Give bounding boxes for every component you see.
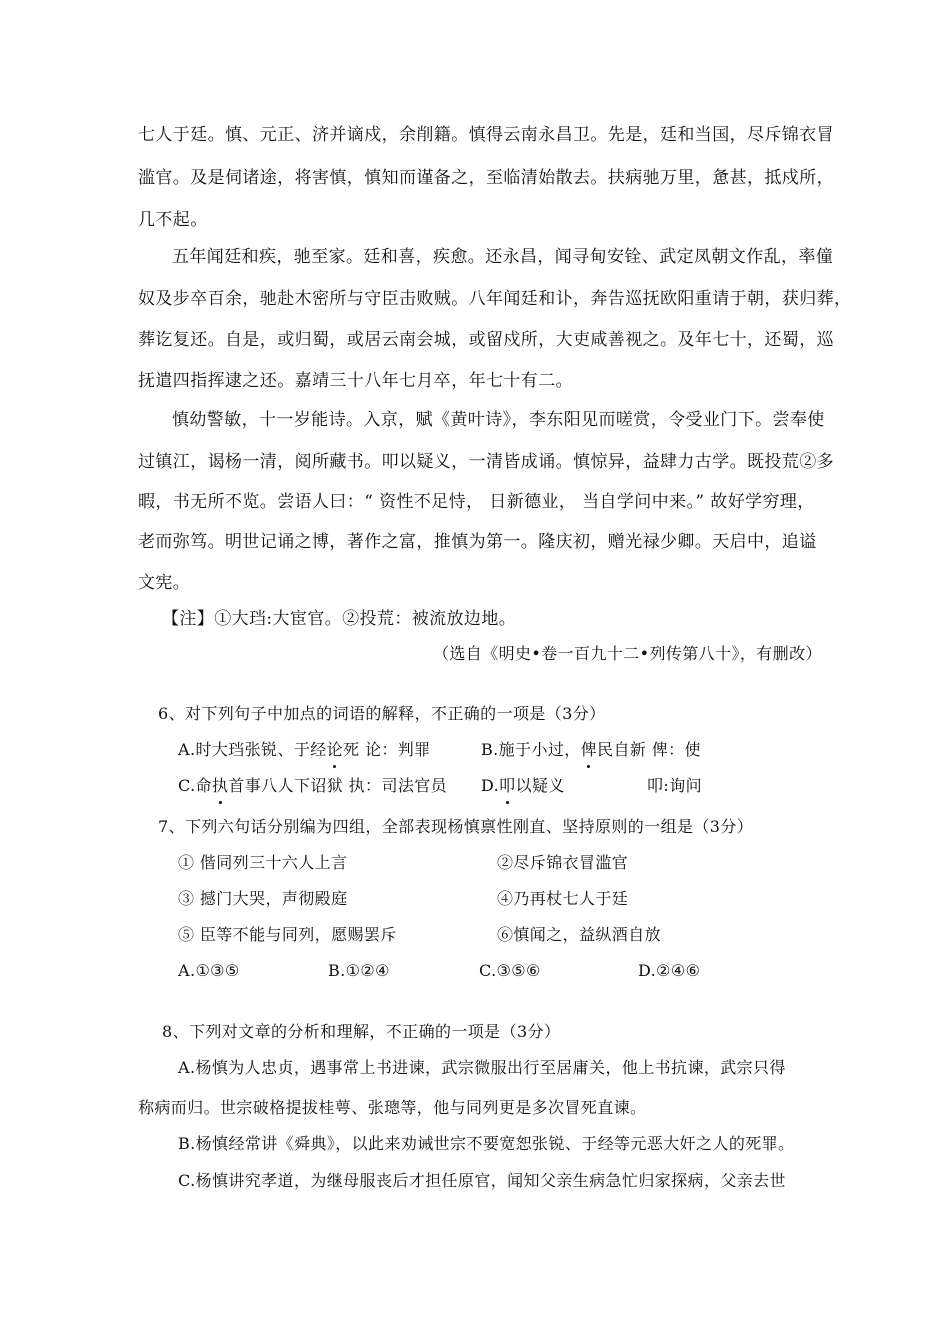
- source-citation: （选自《明史•卷一百九十二•列传第八十》，有删改）: [433, 644, 822, 663]
- question-8-option-c: C.杨慎讲究孝道，为继母服丧后才担任原官，闻知父亲生病急忙归家探病，父亲去世: [178, 1171, 786, 1190]
- footnote: 【注】①大珰:大宦官。②投荒：被流放边地。: [162, 609, 517, 629]
- emphasis-dot-char: 叩: [499, 776, 516, 795]
- question-8-option-b: B.杨慎经常讲《舜典》，以此来劝诫世宗不要宽恕张锐、于经等元恶大奸之人的死罪。: [178, 1134, 795, 1153]
- emphasis-dot-char: 论: [326, 740, 344, 759]
- passage-line: 过镇江，谒杨一清，阅所藏书。叩以疑义，一清皆成诵。慎惊异，益肆力古学。既投荒②多: [138, 452, 834, 472]
- question-6-option-d: D.叩以疑义: [481, 776, 565, 795]
- question-8-stem: 8、下列对文章的分析和理解，不正确的一项是（3分）: [162, 1022, 561, 1041]
- question-7-option: A.①③⑤: [178, 961, 240, 980]
- question-8-option-a-cont: 称病而归。世宗破格提拔桂萼、张璁等，他与同列更是多次冒死直谏。: [138, 1098, 647, 1117]
- question-7-stem: 7、下列六句话分别编为四组，全部表现杨慎禀性刚直、坚持原则的一组是（3分）: [158, 817, 754, 836]
- question-7-item: ⑤ 臣等不能与同列，愿赐罢斥: [178, 925, 397, 944]
- passage-line: 七人于廷。慎、元正、济并谪戍，余削籍。慎得云南永昌卫。先是，廷和当国，尽斥锦衣冒: [138, 125, 834, 145]
- passage-line: 几不起。: [138, 210, 208, 230]
- question-7-item: ②尽斥锦衣冒滥官: [497, 853, 629, 872]
- question-8-option-a: A.杨慎为人忠贞，遇事常上书进谏，武宗微服出行至居庸关，他上书抗谏，武宗只得: [178, 1058, 786, 1077]
- passage-line: 奴及步卒百余，驰赴木密所与守臣击败贼。八年闻廷和讣，奔告巡抚欧阳重请于朝，获归葬，: [138, 289, 852, 309]
- passage-line: 五年闻廷和疾，驰至家。廷和喜，疾愈。还永昌，闻寻甸安铨、武定凤朝文作乱，率僮: [172, 247, 834, 267]
- question-7-option: C.③⑤⑥: [479, 961, 541, 980]
- question-7-item: ③ 撼门大哭，声彻殿庭: [178, 889, 348, 908]
- question-7-option: B.①②④: [328, 961, 390, 980]
- emphasis-dot-char: 俾: [580, 740, 598, 759]
- passage-line: 暇，书无所不览。尝语人曰：“ 资性不足恃， 日新德业， 当自学问中来。” 故好学穷理，: [138, 492, 815, 512]
- passage-line: 抚遣四指挥逮之还。嘉靖三十八年七月卒，年七十有二。: [138, 371, 573, 391]
- passage-line: 老而弥笃。明世记诵之博，著作之富，推慎为第一。隆庆初，赠光禄少卿。天启中，追谥: [138, 532, 817, 552]
- question-7-item: ① 偕同列三十六人上言: [178, 853, 348, 872]
- question-6-option-c: C.命执首事八人下诏狱 执：司法官员: [178, 776, 448, 795]
- question-6-option-d-explanation: 叩:询问: [647, 776, 702, 795]
- passage-line: 滥官。及是伺诸途，将害慎，慎知而谨备之，至临清始散去。扶病驰万里，惫甚，抵戍所，: [138, 168, 834, 188]
- question-6-option-b: B.施于小过，俾民自新 俾：使: [481, 740, 701, 759]
- passage-line: 文宪。: [138, 573, 191, 593]
- question-6-stem: 6、对下列句子中加点的词语的解释，不正确的一项是（3分）: [158, 704, 606, 723]
- question-7-item: ⑥慎闻之，益纵酒自放: [497, 925, 662, 944]
- question-7-option: D.②④⑥: [638, 961, 701, 980]
- passage-line: 慎幼警敏，十一岁能诗。入京，赋《黄叶诗》，李东阳见而嗟赏，令受业门下。尝奉使: [172, 410, 825, 430]
- emphasis-dot-char: 执: [211, 776, 229, 795]
- passage-line: 葬讫复还。自是，或归蜀，或居云南会城，或留戍所，大吏咸善视之。及年七十，还蜀，巡: [138, 330, 834, 350]
- question-6-option-a: A.时大珰张锐、于经论死 论：判罪: [178, 740, 431, 759]
- question-7-item: ④乃再杖七人于廷: [497, 889, 629, 908]
